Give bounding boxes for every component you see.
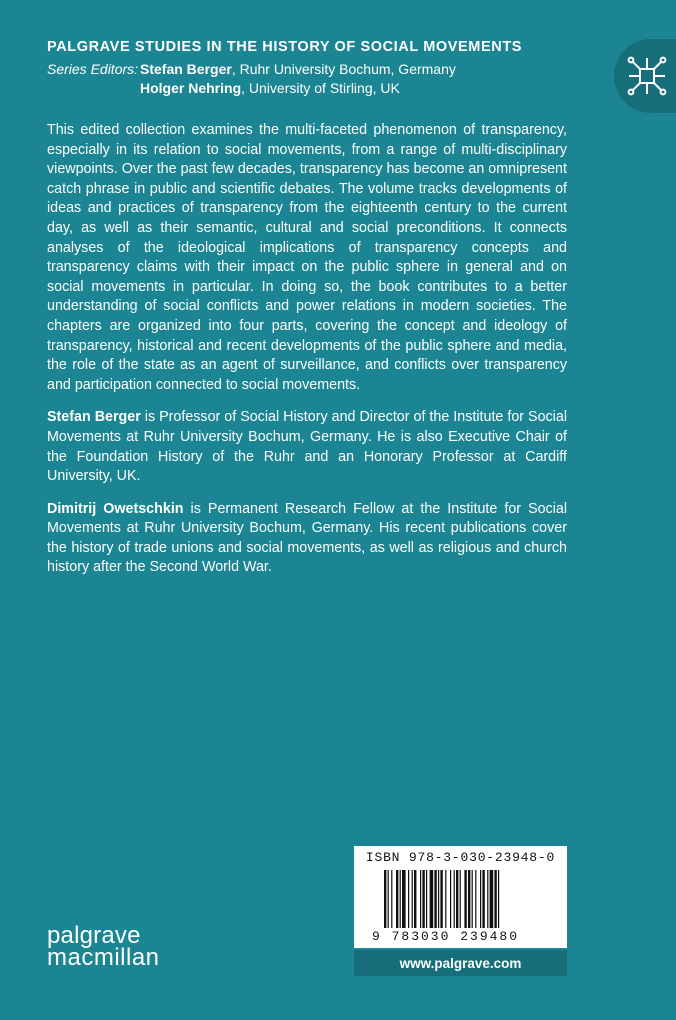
editors-label: Series Editors: [47,61,139,77]
bio-text-1: is Professor of Social History and Director of the Institute for Social Movements at Ruhr University Bochum, Germany. He is also Executive Chair of the Foundation History of the Ruhr and an Honorary Professor at Cardiff University, UK. [47,409,567,485]
palgrave-logo-badge [614,39,676,113]
back-cover-text [47,121,567,591]
palgrave-network-icon [626,54,668,98]
publisher-url: www.palgrave.com [354,950,567,976]
editor-affiliation-2: , University of Stirling, UK [241,80,400,96]
series-editors [47,60,456,98]
publisher-logo [47,922,160,971]
editor-row-1 [47,60,456,79]
isbn-digits: 9 783030 239480 [372,929,520,944]
bio-name-1: Stefan Berger [47,409,141,426]
publisher-line-1: palgrave [47,922,141,949]
editor-name-2: Holger Nehring [140,80,242,96]
bio-name-2: Dimitrij Owetschkin [47,500,184,517]
editor-affiliation-1: , Ruhr University Bochum, Germany [231,61,456,77]
bio-paragraph-2 [47,500,567,578]
barcode-bars [384,870,540,932]
editor-name-1: Stefan Berger [140,61,232,77]
editor-row-2 [47,79,456,98]
publisher-line-2: macmillan [47,944,160,971]
series-title: PALGRAVE STUDIES IN THE HISTORY OF SOCIAL MOVEMENTS [47,39,523,55]
blurb-paragraph: This edited collection examines the multi-faceted phenomenon of transparency, especially in its relation to social movements, from a range of multi-disciplinary viewpoints. Over the past few decades, transparency has become an omnipresent catch phrase in public and scientific debates. The volume tracks developments of ideas and practices of transparency from the eighteenth century to the current day, as well as their semantic, cultural and social preconditions. It connects analyses of the ideological implications of transparency concepts and transparency claims with their impact on the public sphere in general and on social movements in particular. In doing so, the book contributes to a better understanding of social conflicts and power relations in modern societies. The chapters are organized into four parts, covering the concept and ideology of transparency, historical and recent developments of the public sphere and media, the role of the state as an agent of surveillance, and conflicts over transparency and participation connected to social movements. [47,122,567,393]
isbn-label: ISBN 978-3-030-23948-0 [365,850,556,865]
bio-paragraph-1 [47,408,567,486]
bio-text-2: is Permanent Research Fellow at the Institute for Social Movements at Ruhr University Bochum, Germany. His recent publications cover the history of trade unions and social movements, as well as religious and church history after the Second World War. [47,500,568,576]
barcode-box [354,846,567,948]
